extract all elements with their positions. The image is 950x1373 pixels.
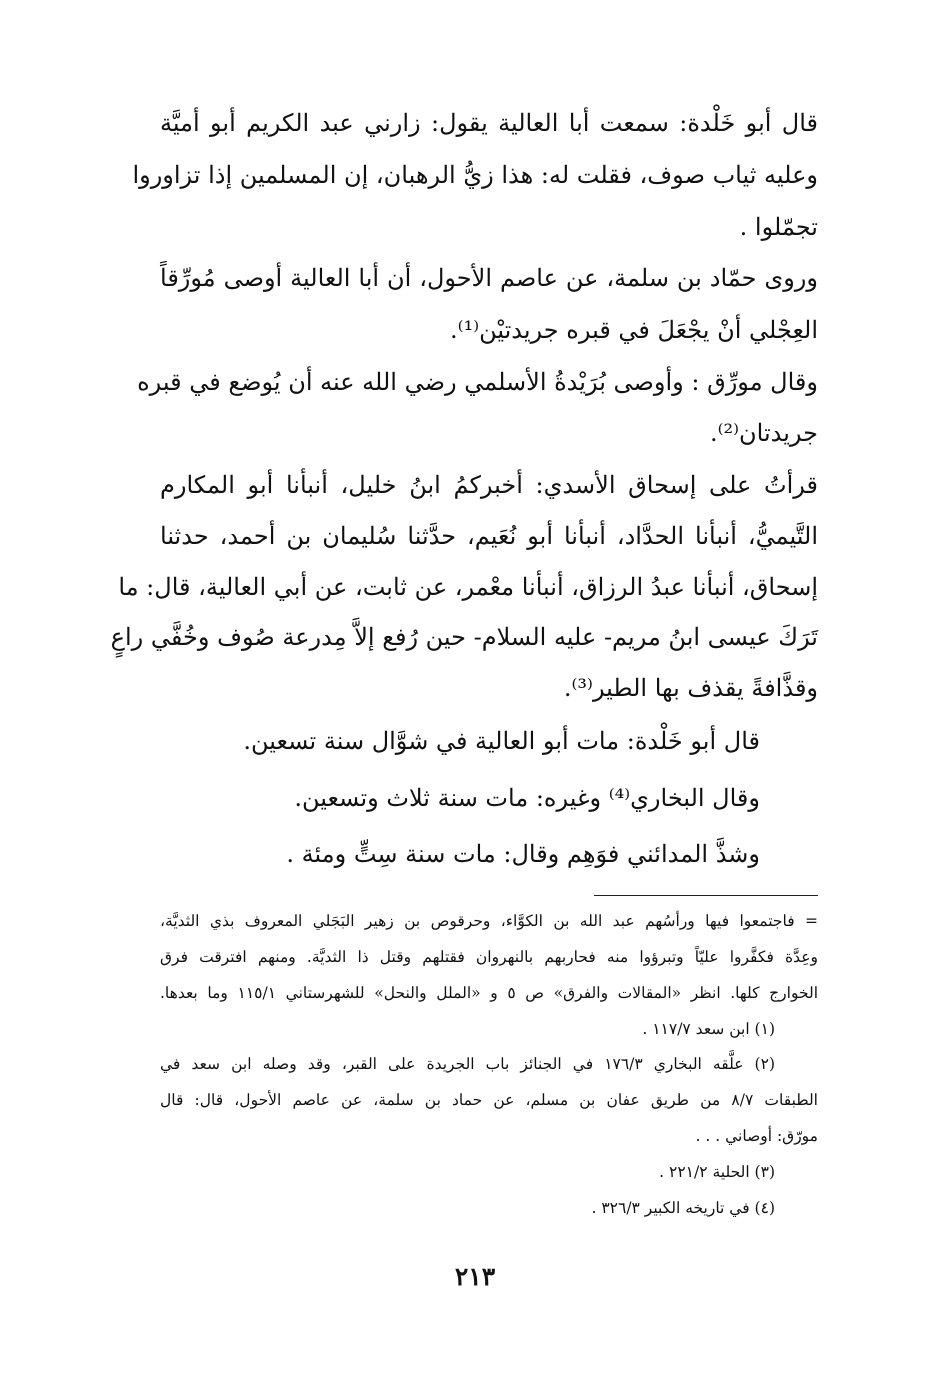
footnote-2-line-2: الطبقات ٨/٧ من طريق عفان بن مسلم، عن حماد بن سلمة، عن عاصم الأحول، قال: قال xyxy=(160,1091,818,1109)
body-line-p2-2: العِجْلي أنْ يجْعَلَ في قبره جريدتيْن⁽¹⁾. xyxy=(450,316,818,344)
body-line-p4-1: قرأتُ على إسحاق الأسدي: أخبركمُ ابنُ خليل، أنبأنا أبو المكارم xyxy=(160,471,818,499)
body-line-p4-3: إسحاق، أنبأنا عبدُ الرزاق، أنبأنا معْمر، عن ثابت، عن أبي العالية، قال: ما xyxy=(118,573,818,601)
body-line-p1-3: تجمّلوا . xyxy=(739,213,818,241)
body-line-p4-2: التَّيميُّ، أنبأنا الحدَّاد، أنبأنا أبو نُعَيم، حدَّثنا سُليمان بن أحمد، حدثنا xyxy=(160,522,818,550)
footnote-separator xyxy=(594,895,818,896)
footnote-4: (٤) في تاريخه الكبير ٣٢٦/٣ . xyxy=(591,1199,775,1217)
body-line-p3-2: جريدتان⁽²⁾. xyxy=(709,419,818,447)
body-line-p2-1: وروى حمّاد بن سلمة، عن عاصم الأحول، أن أبا العالية أوصى مُورِّقاً xyxy=(160,264,818,292)
body-line-p5: قال أبو خَلْدة: مات أبو العالية في شوَّال سنة تسعين. xyxy=(243,727,760,755)
body-line-p4-4: تَرَكَ عيسى ابنُ مريم- عليه السلام- حين رُفع إلاَّ مِدرعة صُوف وخُفَّي راعٍ xyxy=(110,623,818,651)
footnote-continuation-line-2: وعِدَّة فكفَّروا عليّاً وتبرؤوا منه فحاربهم بالنهروان فقتلهم وقتل ذا الثديَّة. ومنهم افترقت فرق xyxy=(160,948,818,966)
body-line-p1-2: وعليه ثياب صوف، فقلت له: هذا زيُّ الرهبان، إن المسلمين إذا تزاوروا xyxy=(132,161,818,189)
footnote-1: (١) ابن سعد ١١٧/٧ . xyxy=(642,1020,775,1038)
body-line-p4-5: وقذَّافةً يقذف بها الطير⁽³⁾. xyxy=(563,674,818,702)
footnote-continuation-line-1: = فاجتمعوا فيها ورأسُهم عبد الله بن الكوَّاء، وحرقوص بن زهير البَجَلي المعروف بذي الثديَّة، xyxy=(160,912,818,930)
body-line-p7: وشذَّ المدائني فوَهِم وقال: مات سنة سِتٍّ ومئة . xyxy=(286,840,760,868)
body-line-p1-1: قال أبو خَلْدة: سمعت أبا العالية يقول: زارني عبد الكريم أبو أميَّة xyxy=(160,109,818,137)
footnote-2-line-1: (٢) علَّقه البخاري ١٧٦/٣ في الجنائز باب الجريدة على القبر، وقد وصله ابن سعد في xyxy=(160,1055,775,1073)
body-line-p6: وقال البخاري⁽⁴⁾ وغيره: مات سنة ثلاث وتسعين. xyxy=(294,784,760,812)
page-number: ٢١٣ xyxy=(454,1262,496,1291)
footnote-continuation-line-3: الخوارج كلها. انظر «المقالات والفرق» ص ٥ و «الملل والنحل» للشهرستاني ١١٥/١ وما بعدها. xyxy=(160,984,818,1002)
footnote-3: (٣) الحلية ٢٢١/٢ . xyxy=(659,1163,775,1181)
body-line-p3-1: وقال مورِّق : وأوصى بُرَيْدةُ الأسلمي رضي الله عنه أن يُوضع في قبره xyxy=(137,368,818,396)
footnote-2-line-3: مورّق: أوصاني . . . xyxy=(695,1127,818,1145)
